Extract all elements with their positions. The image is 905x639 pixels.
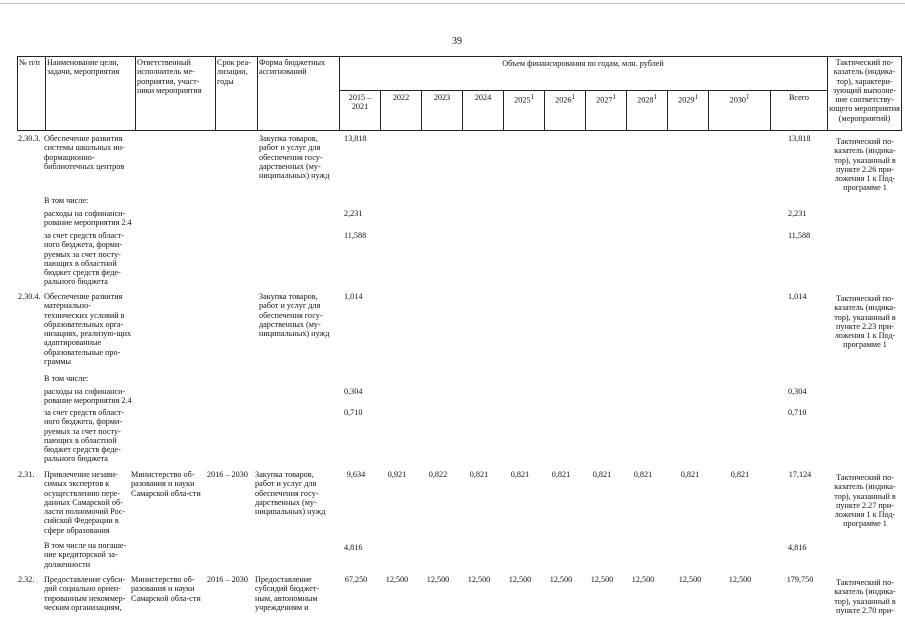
row-name: Обеспечение развития материально-технических условий в образовательных орга-низациях, реализую-щих адаптированные образовательные про-граммы — [44, 292, 132, 367]
total-cell: 1,014 — [788, 292, 807, 301]
row-indicator: Тактический по-казатель (индика-тор), указанный в пункте 2.26 при-ложения 1 к Под-программе 1 — [834, 137, 896, 193]
row-responsible: Министерство об-разования и науки Самарской обла-сти — [131, 575, 201, 603]
value-cell: 1,014 — [344, 292, 363, 301]
value-cell: 12,500 — [631, 575, 655, 584]
col-border — [135, 56, 136, 131]
value-cell: 0,821 — [469, 470, 489, 479]
row-term: 2016 – 2030 — [207, 470, 248, 479]
row-form: Закупка товаров, работ и услуг для обеспечения госу-дарственных (му-ниципальных) нужд — [259, 292, 330, 339]
value-cell: 0,921 — [387, 470, 407, 479]
year-header-total: Всего — [788, 93, 810, 102]
value-cell: 11,588 — [344, 231, 367, 240]
row-name: расходы на софинанси-рование мероприятия 2.4 — [44, 387, 132, 406]
row-name: Предоставление субси-дий социально ориен-тированным некоммер-ческим организациям, — [44, 575, 126, 612]
row-name: В том числе: — [44, 374, 89, 383]
page-top-edge — [0, 3, 905, 4]
year-header: 2028$^1$ — [637, 94, 657, 105]
col-border — [827, 56, 828, 131]
row-indicator: Тактический по-казатель (индика-тор), указанный в пункте 2.27 при-ложения 1 к Под-программе 1 — [834, 473, 896, 529]
row-term: 2016 – 2030 — [207, 575, 248, 584]
year-header: 2015 – 2021 — [348, 93, 372, 112]
value-cell: 12,500 — [467, 575, 491, 584]
value-cell: 12,500 — [508, 575, 532, 584]
value-cell: 13,818 — [344, 134, 367, 143]
value-cell: 12,500 — [728, 575, 752, 584]
total-cell: 4,816 — [788, 543, 807, 552]
header-indicator: Тактический по-казатель (индика-тор), характери-зующий выполне-ние соответству-ющего мероприятия (мероприятий) — [829, 58, 900, 123]
value-cell: 12,500 — [678, 575, 702, 584]
value-cell: 0,821 — [633, 470, 653, 479]
total-cell: 11,588 — [788, 231, 811, 240]
table-top-border — [17, 56, 902, 57]
total-cell: 17,124 — [788, 470, 812, 479]
year-header: 2024 — [474, 93, 492, 102]
value-cell: 12,500 — [385, 575, 409, 584]
value-cell: 0,821 — [551, 470, 571, 479]
year-header: 2023 — [433, 93, 451, 102]
value-cell: 67,250 — [344, 575, 368, 584]
row-number: 2.30.4. — [18, 292, 41, 301]
value-cell: 0,821 — [510, 470, 530, 479]
row-form: Закупка товаров, работ и услуг для обеспечения госу-дарственных (му-ниципальных) нужд — [259, 134, 330, 181]
year-header: 2026$^1$ — [555, 94, 575, 105]
value-cell: 0,710 — [344, 408, 363, 417]
total-cell: 13,818 — [788, 134, 811, 143]
value-cell: 0,304 — [344, 387, 363, 396]
col-border — [257, 56, 258, 131]
header-term: Срок реа-лизации, годы — [217, 58, 251, 86]
row-form: Закупка товаров, работ и услуг для обеспечения госу-дарственных (му-ниципальных) нужд — [255, 470, 326, 517]
col-border — [215, 56, 216, 131]
row-name: В том числе: — [44, 196, 89, 205]
value-cell: 12,500 — [590, 575, 614, 584]
year-header: 2025$^1$ — [514, 94, 534, 105]
header-num: № п/п — [19, 58, 40, 67]
total-cell: 2,231 — [788, 209, 807, 218]
total-cell: 179,750 — [786, 575, 814, 584]
row-name: В том числе на погаше-ние кредиторской за-долженности — [44, 541, 127, 569]
row-name: за счет средств област-ного бюджета, форми-руемых за счет посту-пающих в областной бюджет средств феде-рального бюджета — [44, 231, 125, 287]
value-cell: 0,821 — [680, 470, 700, 479]
row-name: расходы на софинанси-рование мероприятия 2.4 — [44, 209, 132, 228]
row-number: 2.31. — [18, 470, 35, 479]
total-cell: 0,304 — [788, 387, 807, 396]
header-name: Наименование цели, задачи, мероприятия — [47, 58, 120, 77]
row-indicator: Тактический по-казатель (индика-тор), указанный в пункте 2.70 при- — [834, 578, 896, 615]
col-border — [45, 56, 46, 131]
year-header: 2030$^1$ — [729, 94, 750, 105]
years-header-divider — [339, 90, 827, 91]
page-number: 39 — [452, 36, 462, 47]
row-responsible: Министерство об-разования и науки Самарской обла-сти — [131, 470, 201, 498]
year-header: 2027$^1$ — [596, 94, 616, 105]
value-cell: 0,822 — [428, 470, 448, 479]
row-name: за счет средств област-ного бюджета, форми-руемых за счет посту-пающих в областной бюджет средств феде-рального бюджета — [44, 408, 125, 464]
row-number: 2.30.3. — [18, 134, 41, 143]
value-cell: 0,821 — [592, 470, 612, 479]
row-number: 2.32. — [18, 575, 35, 584]
header-finance: Объем финансирования по годам, млн. рублей — [502, 59, 664, 68]
year-header: 2029$^1$ — [678, 94, 698, 105]
row-name: Привлечение незави-симых экспертов к осуществлению пере-данных Самарской об-ласти полномочий Рос-сийской Федерации в сфере образования — [44, 470, 126, 535]
col-border — [901, 56, 902, 131]
value-cell: 0,821 — [730, 470, 750, 479]
value-cell: 2,231 — [344, 209, 363, 218]
row-indicator: Тактический по-казатель (индика-тор), указанный в пункте 2.23 при-ложения 1 к Под-программе 1 — [834, 294, 896, 350]
total-cell: 0,710 — [788, 408, 807, 417]
year-header: 2022 — [392, 93, 410, 102]
value-cell: 9,634 — [346, 470, 366, 479]
row-form: Предоставление субсидий бюджет-ным, автономным учреждениям и — [255, 575, 320, 612]
value-cell: 12,500 — [549, 575, 573, 584]
header-responsible: Ответственный исполнитель ме-роприятия, участ-ники мероприятия — [137, 58, 202, 95]
value-cell: 4,816 — [344, 543, 363, 552]
row-name: Обеспечение развития системы школьных ин-формационно-библиотечных центров — [44, 134, 125, 171]
header-form: Форма бюджетных ассигнований — [259, 58, 326, 77]
col-border — [17, 56, 18, 131]
value-cell: 12,500 — [426, 575, 450, 584]
